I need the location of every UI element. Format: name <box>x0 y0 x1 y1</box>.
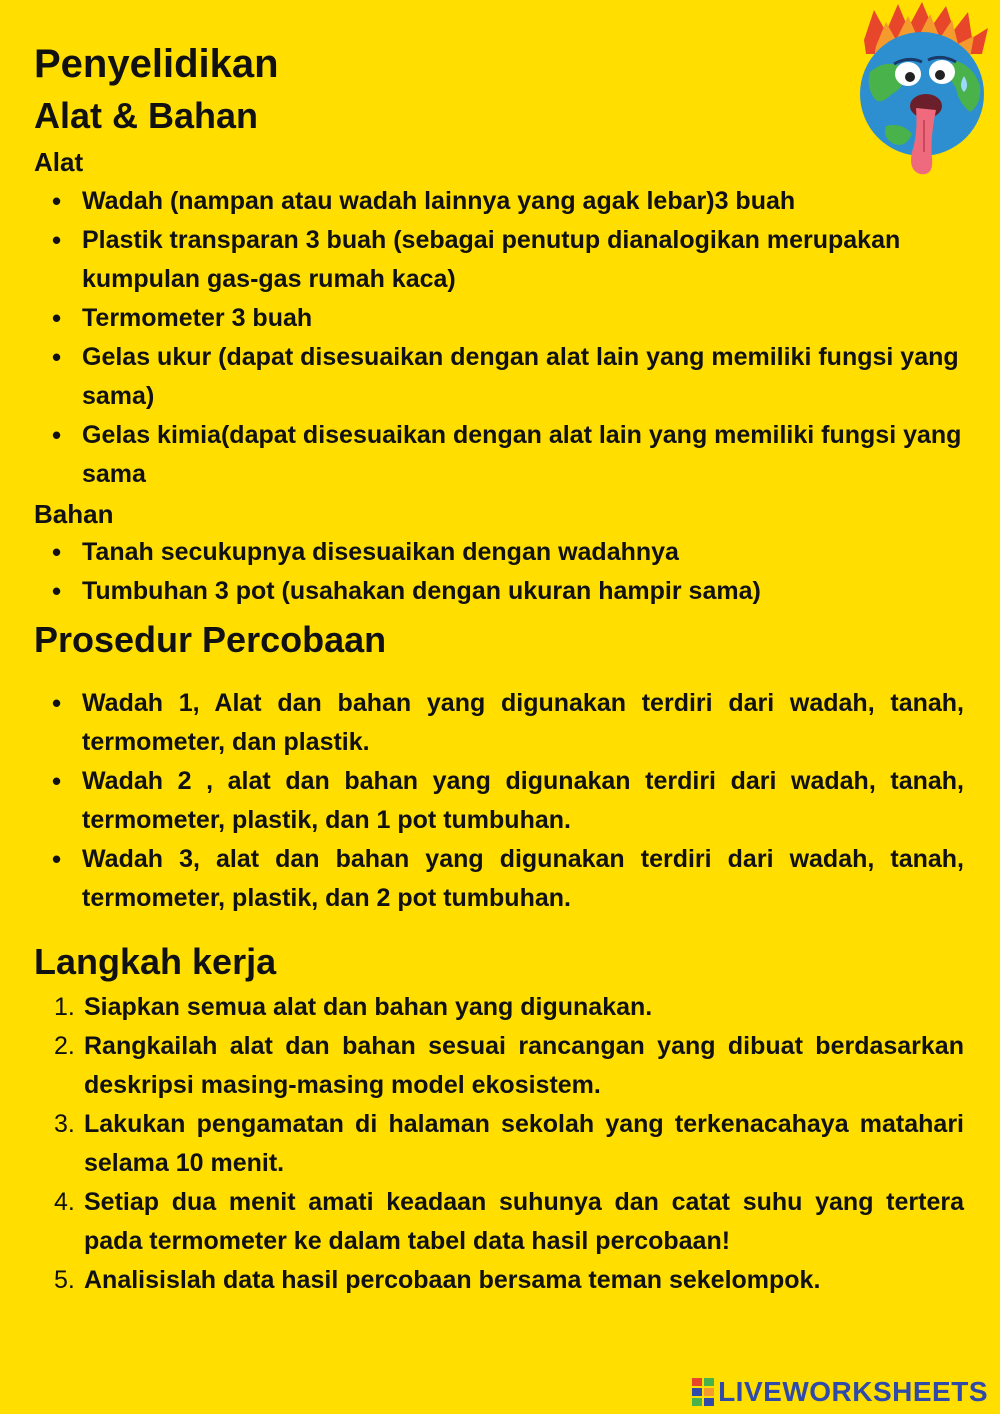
section-title-alat-bahan: Alat & Bahan <box>34 95 259 136</box>
alat-list-item: • Wadah (nampan atau wadah lainnya yang agak lebar)3 buah <box>48 182 964 221</box>
alat-list-item: • Gelas kimia(dapat disesuaikan dengan alat lain yang memiliki fungsi yang sama <box>48 416 964 494</box>
prosedur-list-item: • Wadah 3, alat dan bahan yang digunakan terdiri dari wadah, tanah, termometer, plastik, dan 2 pot tumbuhan. <box>48 840 964 918</box>
alat-label: Alat <box>34 147 84 177</box>
step-number: 2. <box>54 1032 75 1060</box>
alat-list-item: • Plastik transparan 3 buah (sebagai penutup dianalogikan merupakan kumpulan gas-gas rumah kaca) <box>48 221 964 299</box>
bahan-list-item: • Tumbuhan 3 pot (usahakan dengan ukuran hampir sama) <box>48 572 964 611</box>
step-number: 3. <box>54 1110 75 1138</box>
alat-list <box>48 182 964 494</box>
step-text: Analisislah data hasil percobaan bersama teman sekelompok. <box>84 1266 821 1294</box>
alat-list-item: • Termometer 3 buah <box>48 299 964 338</box>
brand-text: LIVEWORKSHEETS <box>718 1376 988 1407</box>
langkah-list-item <box>48 1261 964 1300</box>
hot-earth-icon <box>846 2 996 178</box>
section-title-prosedur: Prosedur Percobaan <box>34 619 387 660</box>
step-text: Siapkan semua alat dan bahan yang digunakan. <box>84 993 653 1021</box>
section-title-langkah: Langkah kerja <box>34 941 277 982</box>
prosedur-list-item: • Wadah 1, Alat dan bahan yang digunakan terdiri dari wadah, tanah, termometer, dan plastik. <box>48 684 964 762</box>
bahan-list <box>48 533 964 611</box>
alat-list-item: • Gelas ukur (dapat disesuaikan dengan alat lain yang memiliki fungsi yang sama) <box>48 338 964 416</box>
page-title: Penyelidikan <box>34 42 279 86</box>
brand-logo <box>692 1376 988 1408</box>
langkah-list-item <box>48 988 964 1027</box>
step-number: 4. <box>54 1188 75 1216</box>
langkah-list-item <box>48 1105 964 1183</box>
step-number: 5. <box>54 1266 75 1294</box>
step-text: Rangkailah alat dan bahan sesuai rancangan yang dibuat berdasarkan deskripsi masing-masing model ekosistem. <box>84 1032 964 1099</box>
prosedur-list <box>48 684 964 918</box>
prosedur-list-item: • Wadah 2 , alat dan bahan yang digunakan terdiri dari wadah, tanah, termometer, plastik, dan 1 pot tumbuhan. <box>48 762 964 840</box>
langkah-list <box>48 988 964 1300</box>
bahan-list-item: • Tanah secukupnya disesuaikan dengan wadahnya <box>48 533 964 572</box>
step-text: Lakukan pengamatan di halaman sekolah yang terkenacahaya matahari selama 10 menit. <box>84 1110 964 1177</box>
step-text: Setiap dua menit amati keadaan suhunya dan catat suhu yang tertera pada termometer ke dalam tabel data hasil percobaan! <box>84 1188 964 1255</box>
langkah-list-item <box>48 1183 964 1261</box>
liveworksheets-logo-icon <box>692 1378 714 1406</box>
bahan-label: Bahan <box>34 499 114 529</box>
langkah-list-item <box>48 1027 964 1105</box>
step-number: 1. <box>54 993 75 1021</box>
